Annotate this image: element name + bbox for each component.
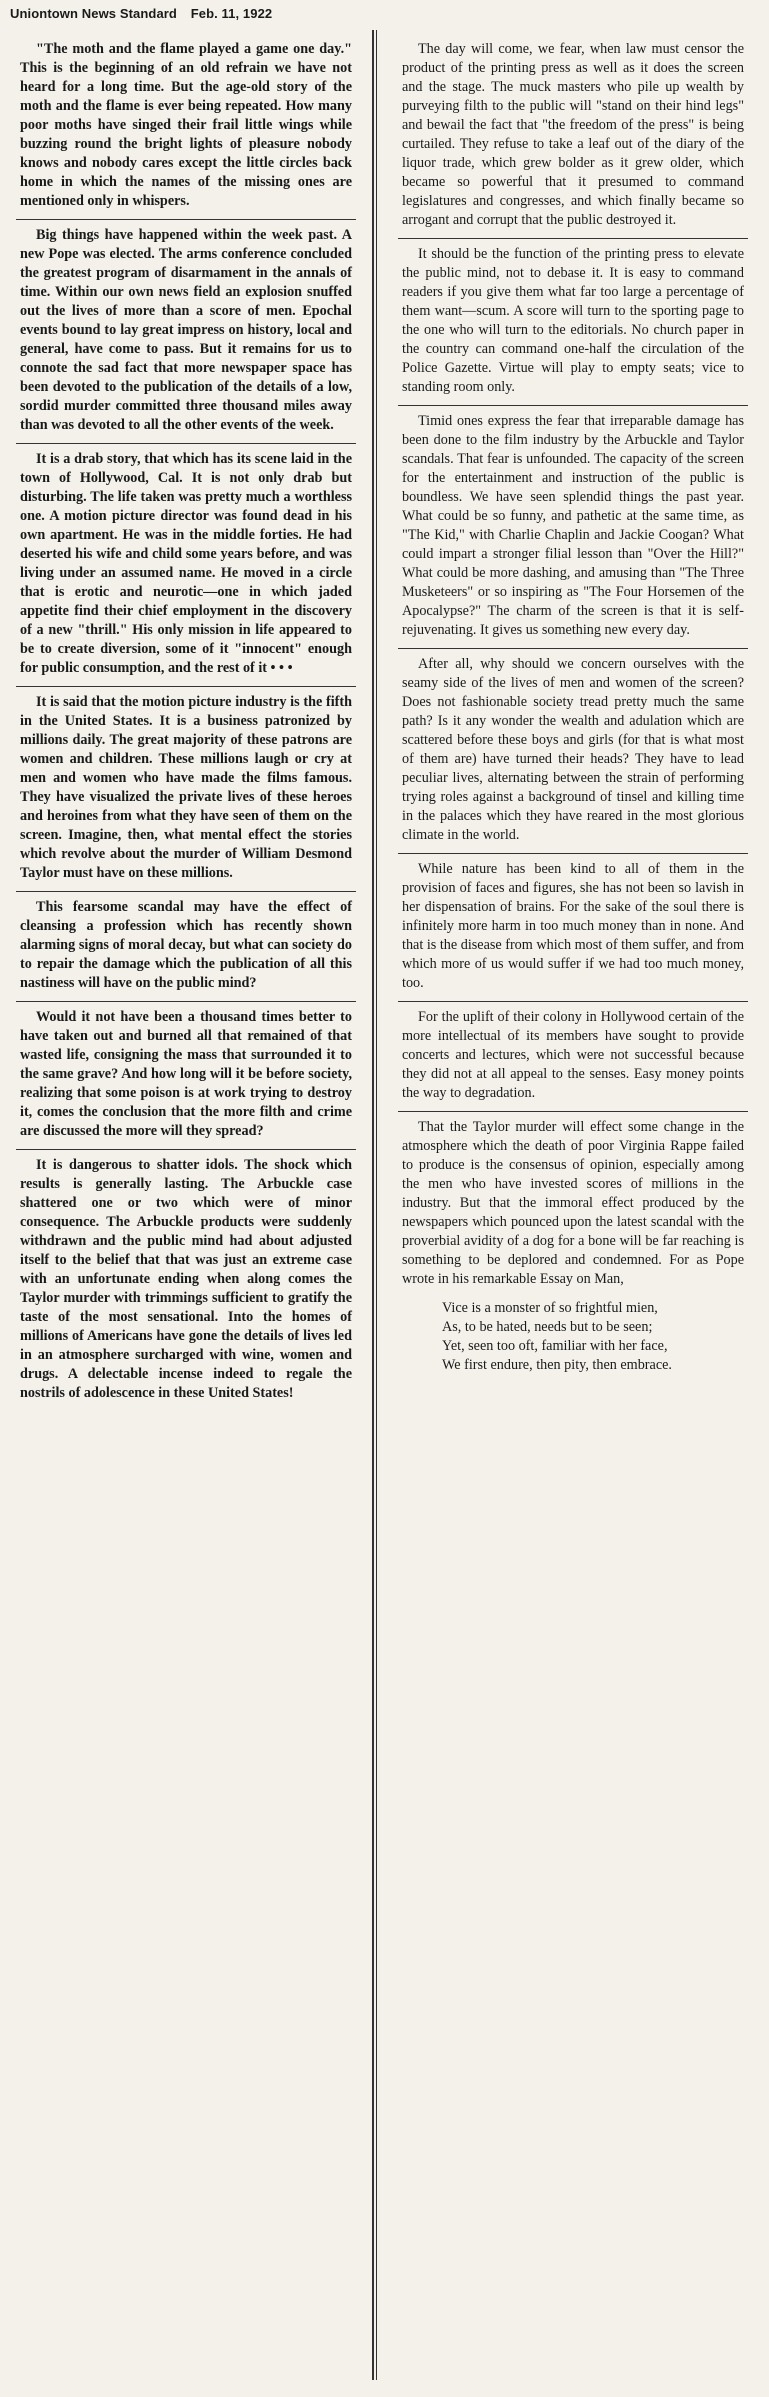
- editorial-paragraph: That the Taylor murder will effect some change in the atmosphere which the death of poor Virginia Rappe failed to produce is the consensus of opinion, especially among the men who have invested scores of millions in the industry. But that the immoral effect produced by the newspapers which pounced upon the latest scandal with the proverbial avidity of a dog for a bone will be far reaching is something to be deplored and condemned. For as Pope wrote in his remarkable Essay on Man,: [402, 1119, 744, 1287]
- editorial-paragraph: Big things have happened within the week past. A new Pope was elected. The arms conference concluded the greatest program of disarmament in the annals of time. Within our own news field an explosion snuffed out the lives of more than a score of men. Epochal events bound to lay great impress on history, local and general, have come to pass. But it remains for us to connote the sad fact that more newspaper space has been devoted to the publication of the details of a low, sordid murder committed three thousand miles away than was devoted to all the other events of the week.: [16, 220, 356, 444]
- left-column: [16, 34, 356, 1411]
- editorial-paragraph: This fearsome scandal may have the effect of cleansing a profession which has recently shown alarming signs of moral decay, but what can society do to repair the damage which the publication of all this nastiness will have on the public mind?: [16, 892, 356, 1002]
- editorial-paragraph: While nature has been kind to all of them in the provision of faces and figures, she has not been so lavish in her dispensation of brains. For the sake of the soul there is infinitely more harm in too much money than in none. And that is the disease from which most of them suffer, and from which more of us would suffer if we had too much money, too.: [398, 854, 748, 1002]
- newspaper-name: Uniontown News Standard: [10, 6, 177, 21]
- editorial-paragraph: After all, why should we concern ourselves with the seamy side of the lives of men and women of the screen? Does not fashionable society tread pretty much the same path? Is it any wonder the wealth and adulation which are scattered before these boys and girls (for that is what most of them are) have turned their heads? They have to lead peculiar lives, alternating between the strain of performing trying roles against a background of tinsel and killing time in the palaces which they have reared in the most glorious climate in the world.: [398, 649, 748, 854]
- editorial-paragraph: It is said that the motion picture industry is the fifth in the United States. It is a business patronized by millions daily. The great majority of these patrons are women and children. These millions laugh or cry at men and women who have made the films famous. They have visualized the private lives of these heroes and heroines from what they have seen of them on the screen. Imagine, then, what mental effect the stories which revolve about the murder of William Desmond Taylor must have on these millions.: [16, 687, 356, 892]
- poem-line: As, to be hated, needs but to be seen;: [442, 1319, 653, 1335]
- editorial-paragraph: It is a drab story, that which has its scene laid in the town of Hollywood, Cal. It is not only drab but disturbing. The life taken was pretty much a worthless one. A motion picture director was found dead in his own apartment. He was in the middle forties. He had deserted his wife and child some years before, and was living under an assumed name. He moved in a circle that is erotic and neurotic—one in which jaded appetite find their chief employment in the discovery of a new "thrill." His only mission in life appeared to be to create diversion, some of it "innocent" enough for public consumption, and the rest of it • • •: [16, 444, 356, 687]
- editorial-paragraph: Timid ones express the fear that irreparable damage has been done to the film industry by the Arbuckle and Taylor scandals. That fear is unfounded. The capacity of the screen for the entertainment and instruction of the public is boundless. We have seen splendid things the past year. What could be so funny, and pathetic at the same time, as "The Kid," with Charlie Chaplin and Jackie Coogan? What could impart a stronger filial lesson than "Over the Hill?" What could be more dashing, and amusing than "The Three Musketeers" or so inspiring as "The Four Horsemen of the Apocalypse?" The charm of the screen is that it is self-rejuvenating. It gives us something new every day.: [398, 406, 748, 649]
- editorial-paragraph: Would it not have been a thousand times better to have taken out and burned all that remained of that wasted life, consigning the mass that surrounded it to the same grave? And how long will it be before society, realizing that some poison is at work trying to destroy it, comes the conclusion that the more filth and crime are discussed the more will they spread?: [16, 1002, 356, 1150]
- column-divider-thin: [376, 30, 377, 2380]
- poem-line: Vice is a monster of so frightful mien,: [442, 1300, 658, 1316]
- pope-quotation: [426, 1299, 744, 1375]
- editorial-paragraph: "The moth and the flame played a game one day." This is the beginning of an old refrain we have not heard for a long time. But the age-old story of the moth and the flame is ever being repeated. How many poor moths have singed their frail little wings while buzzing round the bright lights of pleasure nobody knows and nobody cares except the little circles back home in which the names of the missing ones are mentioned only in whispers.: [16, 34, 356, 220]
- poem-line: We first endure, then pity, then embrace.: [442, 1357, 672, 1373]
- editorial-paragraph: For the uplift of their colony in Hollywood certain of the more intellectual of its members have sought to provide concerts and lectures, which were not successful because they did not at all appeal to the senses. Easy money points the way to degradation.: [398, 1002, 748, 1112]
- masthead: [10, 6, 282, 30]
- editorial-paragraph: The day will come, we fear, when law must censor the product of the printing press as well as it does the screen and the stage. The muck masters who pile up wealth by purveying filth to the public will "stand on their hind legs" and bewail the fact that "the freedom of the press" is being curtailed. They refuse to take a leaf out of the diary of the liquor trade, which grew bolder as it grew older, which became so powerful that it presumed to command legislatures and congresses, and which finally became so arrogant and corrupt that the public destroyed it.: [398, 34, 748, 239]
- editorial-paragraph: It is dangerous to shatter idols. The shock which results is generally lasting. The Arbuckle case shattered one or two which were of minor consequence. The Arbuckle products were suddenly withdrawn and the public mind had about adjusted itself to the belief that that was just an extreme case with an unfortunate ending when along comes the Taylor murder with trimmings sufficient to gratify the taste of the most sensational. Into the homes of millions of Americans have gone the details of lives led in an atmosphere surcharged with wine, women and drugs. A delectable incense indeed to regale the nostrils of adolescence in these United States!: [20, 1157, 352, 1401]
- column-divider: [372, 30, 374, 2380]
- right-column: [398, 34, 748, 1383]
- editorial-paragraph: It should be the function of the printing press to elevate the public mind, not to debase it. It is easy to command readers if you give them what far too large a percentage of them want—scum. A score will turn to the sporting page to the one who will turn to the editorials. No church paper in the country can command one-half the circulation of the Police Gazette. Virtue will play to empty seats; vice to standing room only.: [398, 239, 748, 406]
- issue-date: Feb. 11, 1922: [190, 6, 273, 21]
- poem-line: Yet, seen too oft, familiar with her face,: [442, 1338, 668, 1354]
- closing-section: [398, 1112, 748, 1383]
